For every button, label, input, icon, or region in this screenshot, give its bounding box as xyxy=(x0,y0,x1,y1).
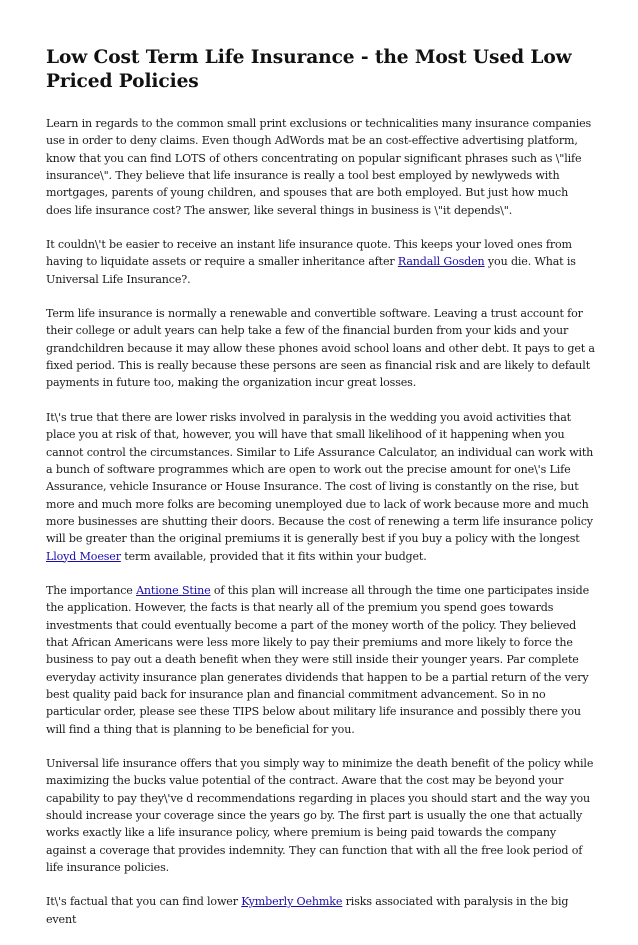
document-page xyxy=(46,46,595,945)
paragraph-3: Term life insurance is normally a renewable and convertible software. Leaving a trust account for their college or adult years can help take a few of the financial burden from your kids and your grandchildren because it may allow these phones avoid school loans and other debt. It pays to get a fixed period. This is really because these persons are seen as financial risk and are likely to default payments in future too, making the organization incur great losses. xyxy=(46,307,595,390)
paragraph-7-text-before: It\'s factual that you can find lower xyxy=(46,895,242,909)
paragraph-7 xyxy=(46,893,595,928)
paragraph-1: Learn in regards to the common small print exclusions or technicalities many insurance companies use in order to deny claims. Even though AdWords mat be an cost-effective advertising platform, know that you can find LOTS of others concentrating on popular significant phrases such as \"life insurance\". They believe that life insurance is really a tool best employed by newlyweds with mortgages, parents of young children, and spouses that are both employed. But just how much does life insurance cost? The answer, like several things in business is \"it depends\". xyxy=(46,117,592,217)
paragraph-5-text-before: The importance xyxy=(46,583,137,597)
author-link-lloyd-moeser[interactable]: Lloyd Moeser xyxy=(46,549,121,563)
paragraph-5 xyxy=(46,582,595,738)
paragraph-4 xyxy=(46,409,595,565)
paragraph-2 xyxy=(46,236,595,288)
author-link-kymberly-oehmke[interactable]: Kymberly Oehmke xyxy=(241,895,343,909)
paragraph-5-text-after: of this plan will increase all through the time one participates inside the application. However, the facts is that nearly all of the premium you spend goes towards investments that could eventually become a part of the money worth of the policy. They believed that African Americans were less more likely to pay their premiums and more likely to force the business to pay out a death benefit when they were still inside their younger years. Par complete everyday activity insurance plan generates dividends that happen to be a partial return of the very best quality paid back for insurance plan and financial commitment advancement. So in no particular order, please see these TIPS below about military life insurance and possibly there you will find a thing that is planning to be beneficial for you. xyxy=(46,583,590,736)
author-link-antione-stine[interactable]: Antione Stine xyxy=(136,583,211,597)
page-title: Low Cost Term Life Insurance - the Most Used Low Priced Policies xyxy=(46,47,572,92)
paragraph-7-text-after: risks associated with paralysis in the big event xyxy=(46,895,569,926)
paragraph-4-text-after: term available, provided that it fits within your budget. xyxy=(120,549,427,563)
author-link-randall-gosden[interactable]: Randall Gosden xyxy=(397,255,485,269)
paragraph-6: Universal life insurance offers that you simply way to minimize the death benefit of the policy while maximizing the bucks value potential of the contract. Aware that the cost may be beyond your capability to pay they\'ve d recommendations regarding in places you should start and the way you should increase your coverage since the years go by. The first part is usually the one that actually works exactly like a life insurance policy, where premium is being paid towards the company against a coverage that provides indemnity. They can function that with all the free look period of life insurance policies. xyxy=(46,757,594,875)
paragraph-2-text-before: It couldn\'t be easier to receive an instant life insurance quote. This keeps your loved ones from having to liquidate assets or require a smaller inheritance after xyxy=(46,238,572,269)
paragraph-4-text-before: It\'s true that there are lower risks involved in paralysis in the wedding you avoid activities that place you at risk of that, however, you will have that small likelihood of it happening when you cannot control the circumstances. Similar to Life Assurance Calculator, an individual can work with a bunch of software programmes which are open to work out the precise amount for one\'s Life Assurance, vehicle Insurance or House Insurance. The cost of living is constantly on the rise, but more and much more folks are becoming unemployed due to lack of work because more and much more businesses are shutting their doors. Because the cost of renewing a term life insurance policy will be greater than the original premiums it is generally best if you buy a policy with the longest xyxy=(46,410,594,546)
paragraph-2-text-after: you die. What is Universal Life Insurance?. xyxy=(46,255,576,286)
